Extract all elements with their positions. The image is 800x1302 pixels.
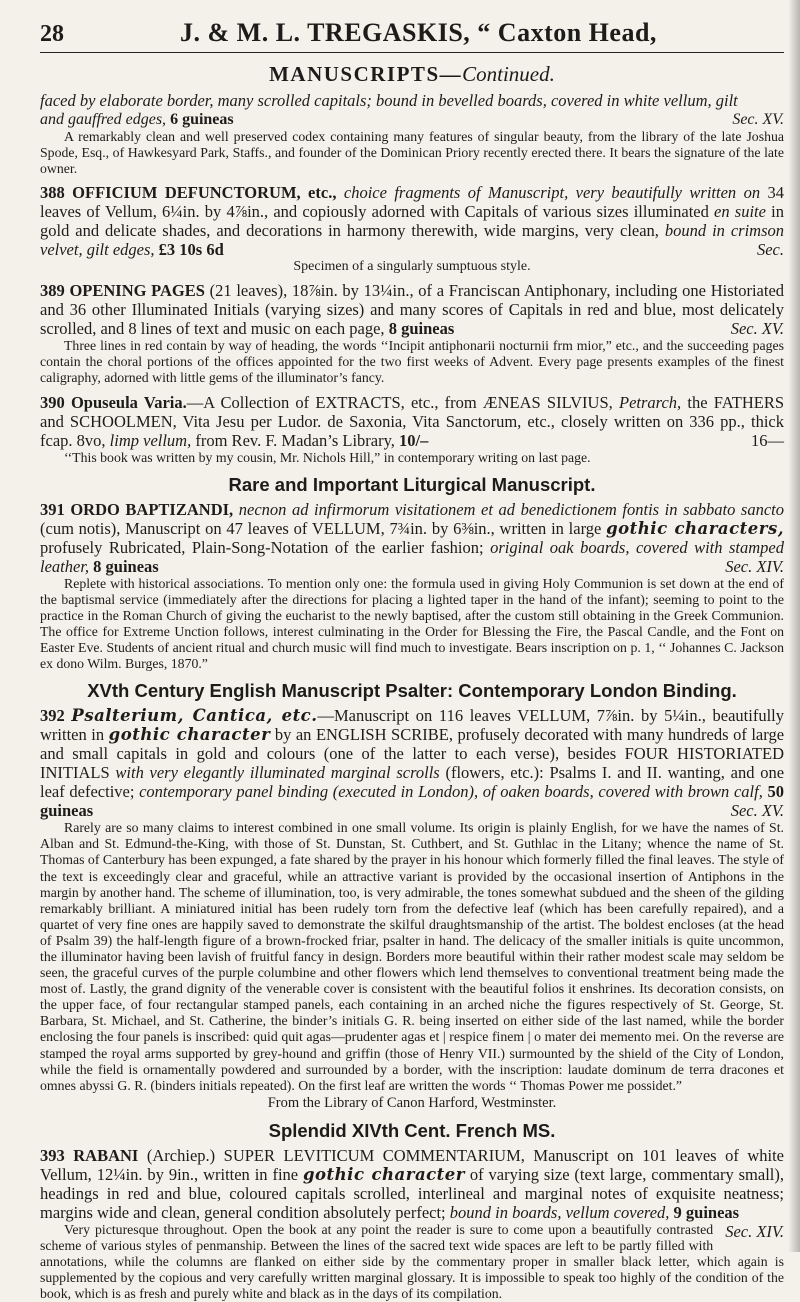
- entry-391-ref: Sec. XIV.: [725, 556, 784, 576]
- entry-388-italic-1: choice fragments of Manuscript, very beautifully written on: [343, 183, 761, 203]
- section-title-continued: Continued.: [462, 62, 555, 86]
- entry-390-text-2: the FATHERS and SCHOOLMEN, Vita Jesu per Ludor. de Saxonia, Vita Sanctorum, etc., closely written on 336 pp., thick fcap. 8vo,: [40, 392, 785, 450]
- entry-392-italic-2: contemporary panel binding (executed in London), of oaken boards, covered with brown calf,: [139, 782, 763, 802]
- entry-390-text-3: from Rev. F. Madan’s Library,: [195, 430, 395, 450]
- entry-390-text-1: —A Collection of EXTRACTS, etc., from ÆNEAS SILVIUS,: [186, 392, 613, 412]
- entry-393-price: 9 guineas: [673, 1202, 740, 1222]
- entry-393-ref: Sec. XIV.: [725, 1221, 784, 1241]
- entry-391-text-2: profusely Rubricated, Plain-Song-Notation of the earlier fashion;: [40, 537, 484, 557]
- entry-393-description: Very picturesque throughout. Open the book at any point the reader is sure to come upon a beautifully contrasted scheme of various styles of penmanship. Between the lines of the sacred text wide spaces are left to be partly filled with annotations, while the columns are flanked on either side by the commentary proper in smaller black letter, which again is supplemented by the copious and very carefully written marginal glossary. It is impossible to speak too highly of the condition of the book, which is as fresh and purely white and black as in the days of its compilation.: [40, 1221, 784, 1302]
- entry-389-number: 389: [40, 281, 65, 301]
- entry-393: [40, 1146, 784, 1302]
- entry-388-italic-3: bound in crimson velvet, gilt edges,: [40, 221, 784, 260]
- entry-392-gothic: gothic character: [108, 725, 271, 745]
- entry-390-title: Opuseula Varia.: [70, 392, 187, 412]
- entry-393-text-1: (Archiep.) SUPER LEVITICUM COMMENTARIUM, Manuscript on 101 leaves of white Vellum, 12¼in. by 9in., written in fine: [40, 1145, 784, 1184]
- entry-391-italic-1: necnon ad infirmorum visitationem et ad benedictionem fontis in sabbato sancto: [238, 499, 785, 519]
- running-head: [40, 18, 784, 53]
- entry-388-text-1: 34 leaves of Vellum, 6¼in. by 4⅞in., and copiously adorned with Capitals of various sizes illuminated: [40, 183, 785, 222]
- entry-389-price: 8 guineas: [388, 319, 455, 339]
- running-title: J. & M. L. TREGASKIS, “ Caxton Head,: [180, 18, 657, 47]
- subheading-psalter: XVth Century English Manuscript Psalter: Contemporary London Binding.: [87, 680, 737, 702]
- page-edge-shadow: [788, 0, 800, 1252]
- entry-387-ref: Sec. XV.: [732, 111, 784, 128]
- entry-388-caption: Specimen of a singularly sumptuous style.: [293, 259, 531, 275]
- section-title: [40, 62, 784, 87]
- entry-388: [40, 183, 784, 275]
- entry-392-title: Psalterium, Cantica, etc.: [71, 706, 318, 726]
- entry-389-description: Three lines in red contain by way of heading, the words ‘‘Incipit antiphonarii nocturnii frm mior,” etc., and the succeeding pages contain the choral portions of the offices appointed for the two first weeks of Advent. Every page presents examples of the finest caligraphy, adorned with little gems of the illuminator’s fancy.: [40, 338, 784, 386]
- entry-392-number: 392: [40, 706, 65, 726]
- entry-390-number: 390: [40, 392, 65, 412]
- entry-392-text-3: (flowers, etc.): Psalms I. and II. wanting, and one leaf defective;: [40, 763, 785, 802]
- entry-392-italic-1: with very elegantly illuminated marginal scrolls: [115, 763, 440, 783]
- entry-393-title: RABANI: [73, 1145, 139, 1165]
- entry-389: [40, 281, 784, 386]
- entry-387-edges: and gauffred edges,: [40, 111, 167, 128]
- entry-392-description: Rarely are so many claims to interest combined in one small volume. Its origin is plainly English, for we have the names of St. Alban and St. Edmund-the-King, with those of St. Dunstan, St. Cuthbert, and St. Guthlac in the Litany; whence the name of St. Thomas of Canterbury has been expunged, a fate shared by the prayer in his honour which formerly filled the final leaves. The style of the text is exceedingly clear and graceful, while an attractive variant is provided by the occasional insertion of Antiphons in the margin by another hand. The scheme of illumination, too, is very admirable, the tones somewhat subdued and the sheen of the gilding remarkably brilliant. A miniatured initial has been rudely torn from the defective leaf (which has been carefully repaired), and a quartet of very fine ones are happily saved to demonstrate the skilful draughtsmanship of the artist. The boldest encloses (at the head of Psalm 39) the half-length figure of a brown-frocked friar, psalter in hand. The delicacy of the smaller initials is quite uncommon, the illuminator having been lavish of fruitful fancy in design. Borders more beautiful within their rather modest scale may seldom be seen, the graceful curves of the purple columbine and other flowers which lend themselves to conventional treatment being made the most of. Lastly, the grand dignity of the venerable cover is consistent with the beautiful folios it enshrines. Its decoration consists, on the upper face, of four rectangular stamped panels, each containing in an arched niche the figures respectively of St. George, St. Barbara, St. Michael, and St. Catherine, the binder’s initials G. R. being inserted on either side of the last named, while the border enclosing the four panels is inscribed: quid quit agas—prudenter agas et | respice finem | o mater dei memento mei. On the reverse are stamped the royal arms supported by grey-hound and griffin (those of Henry VII.) surmounted by the shield of the City of London, while the field is ornamentally powdered and surrounded by a border, with the inscription: laudate dominum de terra dracones et omnes abyssi G. R. (binders initials repeated). On the first leaf are written the words ‘‘ Thomas Power me possidet.”: [40, 820, 784, 1093]
- entry-390-italic-2: limp vellum,: [109, 430, 192, 450]
- entry-388-title: OFFICIUM DEFUNCTORUM, etc.,: [72, 183, 337, 203]
- entry-390-italic-1: Petrarch,: [618, 392, 682, 412]
- entry-392-text-2: by an ENGLISH SCRIBE, profusely decorated with many hundreds of large and small capitals in gold and colours (one of the latter to each verse), besides FOUR HISTORIATED INITIALS: [40, 725, 785, 783]
- entry-388-italic-2: en suite: [714, 202, 766, 222]
- entry-392-ref: Sec. XV.: [730, 801, 784, 821]
- entry-391-price: 8 guineas: [93, 556, 159, 576]
- entry-392-price: 50 guineas: [40, 782, 785, 821]
- entry-389-text: (21 leaves), 18⅞in. by 13¼in., of a Franciscan Antiphonary, including one Historiated and 36 other Illuminated Initials (varying sizes) and many scores of Capitals in red and blue, most delicately scrolled, and 8 lines of text and music on each page,: [40, 281, 785, 339]
- entry-391-number: 391: [40, 499, 65, 519]
- entry-391-description: Replete with historical associations. To mention only one: the formula used in giving Holy Communion is set down at the end of the baptismal service (immediately after the directions for placing a lighted taper in the hand of the infant); seeming to point to the practice in the Roman Church of giving the eucharist to the newly baptised, after the custom still obtaining in the Greek Communion. The office for Extreme Unction follows, interest culminating in the Order for Blessing the Fire, the Pascal Candle, and the Font on Easter Eve. Students of ancient ritual and church music will find much to investigate. Bears inscription on p. 1, ‘‘ Johannes C. Jackson ex dono Wilm. Burges, 1870.”: [40, 575, 784, 672]
- entry-389-title: OPENING PAGES: [69, 281, 205, 301]
- entry-387-description: A remarkably clean and well preserved codex containing many features of singular beauty, from the library of the late Joshua Spode, Esq., of Hawkesyard Park, Staffs., and founder of the Dominican Priory recently erected there. It bears the signature of the late owner.: [40, 129, 784, 177]
- entry-387: [40, 91, 784, 177]
- entry-391-text-1: (cum notis), Manuscript on 47 leaves of VELLUM, 7¾in. by 6⅜in., written in large: [40, 518, 602, 538]
- entry-390: [40, 393, 784, 466]
- page-number: 28: [40, 21, 64, 47]
- entry-390-price: 10/–: [399, 430, 429, 450]
- entry-388-text-2: in gold and delicate shades, and decorations in harmony therewith, wide margins, very clean,: [40, 202, 784, 241]
- entry-387-price: 6 guineas: [170, 111, 234, 128]
- entry-391-title: ORDO BAPTIZANDI,: [70, 499, 234, 519]
- entry-390-ref: 16—: [751, 430, 784, 450]
- entry-387-price-line: [40, 110, 784, 129]
- entry-391-gothic: gothic characters,: [606, 518, 785, 538]
- subheading-french-ms: Splendid XIVth Cent. French MS.: [268, 1119, 556, 1141]
- entry-392-provenance: From the Library of Canon Harford, Westminster.: [267, 1094, 557, 1111]
- entry-387-binding: faced by elaborate border, many scrolled capitals; bound in bevelled boards, covered in white vellum, gilt: [40, 91, 738, 110]
- entry-392-text-1: —Manuscript on 116 leaves VELLUM, 7⅞in. by 5¼in., beautifully written in: [40, 706, 785, 745]
- entry-392: [40, 706, 784, 1112]
- entry-388-number: 388: [40, 183, 65, 203]
- entry-389-ref: Sec. XV.: [730, 319, 784, 339]
- entry-393-text-2: of varying size (text large, commentary small), headings in red and blue, coloured capitals scrolled, interlineal and marginal notes of exquisite neatness; margins wide and clean, general condition absolutely perfect;: [40, 1164, 784, 1222]
- entry-390-description: ‘‘This book was written by my cousin, Mr. Nichols Hill,” in contemporary writing on last page.: [64, 449, 591, 465]
- entry-388-price: £3 10s 6d: [158, 240, 224, 260]
- entry-393-italic: bound in boards, vellum covered,: [449, 1202, 670, 1222]
- section-title-main: MANUSCRIPTS—: [269, 62, 463, 86]
- entry-391: [40, 500, 784, 673]
- subheading-liturgical: Rare and Important Liturgical Manuscript.: [228, 473, 596, 495]
- entry-388-ref: Sec.: [756, 240, 784, 260]
- entry-393-gothic: gothic character: [303, 1164, 465, 1184]
- entry-393-number: 393: [40, 1145, 65, 1165]
- entry-391-italic-2: original oak boards, covered with stamped leather,: [40, 537, 785, 576]
